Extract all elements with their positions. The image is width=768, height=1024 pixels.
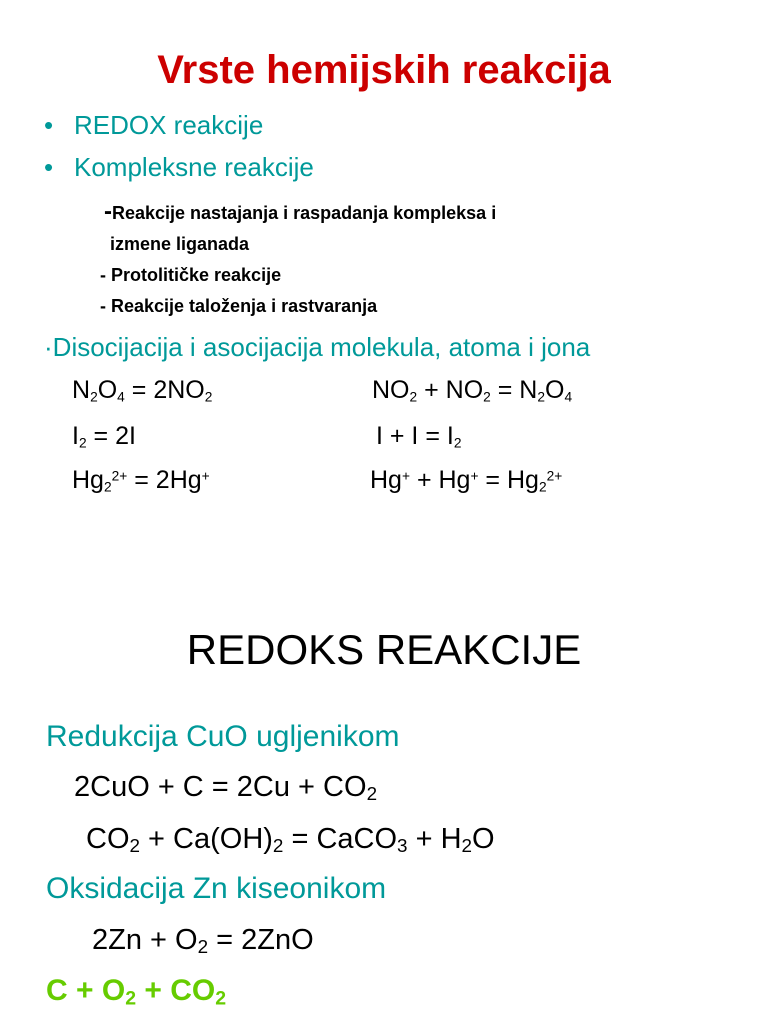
bullet-marker: •: [44, 110, 54, 140]
equation-hg-association: $Hg^+ + Hg^+ = Hg_2^{2+}$: [370, 466, 563, 495]
equation-co2-limewater: $CO_2 + Ca(OH)_2$ = CaCO$_3$ + $H_2O$: [86, 823, 495, 857]
bullet-text: Kompleksne reakcije: [74, 152, 314, 182]
sub-item-protolytic: - Protolitičke reakcije: [100, 265, 282, 285]
sub-item-precipitation: - Reakcije taloženja i rastvaranja: [100, 296, 378, 316]
dissociation-marker: ·: [44, 332, 53, 362]
equation-i2-dissociation: $I_2 = 2I$: [72, 422, 136, 451]
bullet-text: REDOX reakcije: [74, 110, 264, 140]
equation-hg-dissociation: $Hg_2^{2+} = 2Hg^+$: [72, 466, 210, 495]
equation-n2o4-dissociation: $N_2O_4 = 2NO_2$: [72, 376, 213, 405]
bullet-marker: •: [44, 152, 54, 182]
bullet-complex: [44, 152, 314, 183]
equation-i-association: $I + I = I_2$: [376, 422, 462, 451]
sub-item-complex-formation: [104, 198, 496, 226]
equation-zn-oxidation: $2Zn + O_2 = 2ZnO$: [92, 924, 314, 958]
equation-cuo-reduction: $2CuO + C = 2Cu + CO_2$: [74, 771, 378, 805]
section-reduction: Redukcija CuO ugljenikom: [46, 720, 400, 753]
dissociation-line: [44, 332, 590, 363]
equation-no2-association: $NO_2 + NO_2 = N_2O_4$: [372, 376, 573, 405]
slide-title: Vrste hemijskih reakcija: [157, 48, 611, 92]
equation-carbon-oxidation: $C + O_2 + CO_2$: [46, 974, 227, 1010]
bullet-redox: [44, 110, 263, 141]
sub-item-ligand-exchange: izmene liganada: [110, 234, 250, 254]
sub-item-text: Reakcije nastajanja i raspadanja kompleksa i: [112, 203, 497, 223]
section-oxidation: Oksidacija Zn kiseonikom: [46, 872, 387, 905]
dissociation-text: Disocijacija i asocijacija molekula, atoma i jona: [52, 332, 591, 362]
sub-item-dash: -: [104, 198, 112, 225]
redox-heading: REDOKS REAKCIJE: [186, 626, 582, 673]
